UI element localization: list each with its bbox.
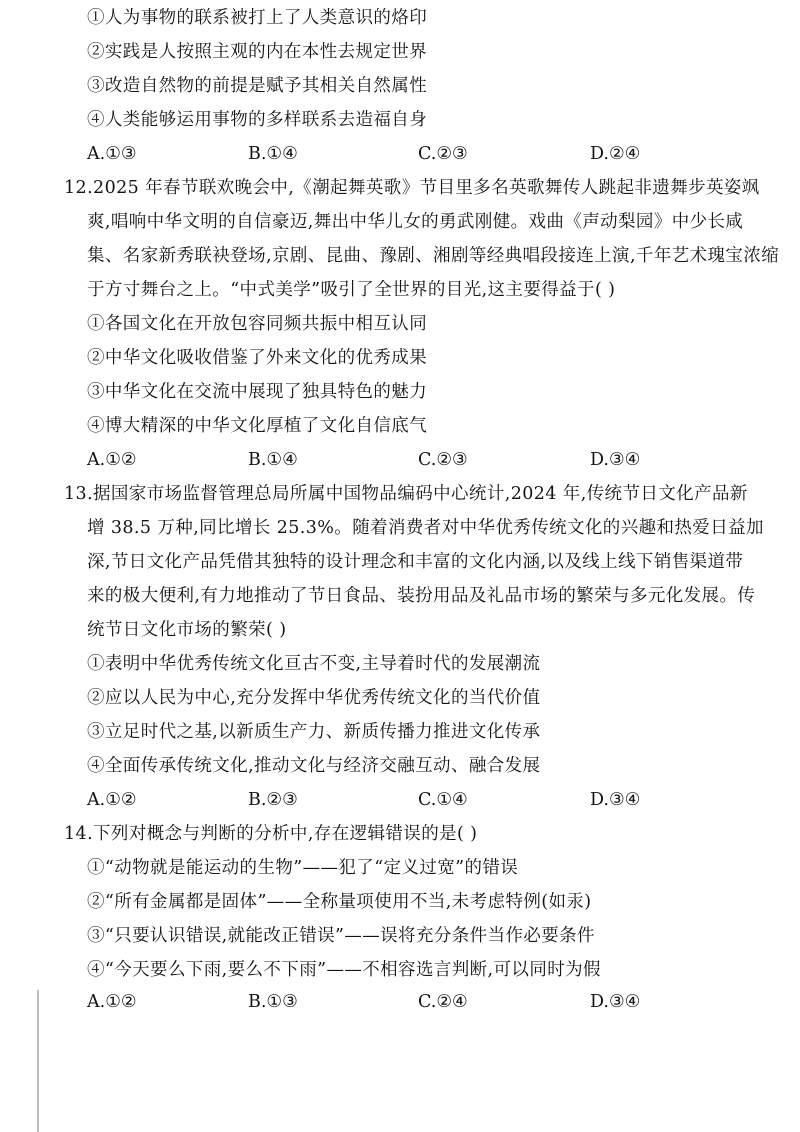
option-c: C.②③ bbox=[418, 450, 468, 470]
question-stem: 集、名家新秀联袂登场,京剧、昆曲、豫剧、湘剧等经典唱段接连上演,千年艺术瑰宝浓缩 bbox=[87, 246, 780, 266]
option-d: D.②④ bbox=[590, 144, 641, 164]
question-stem: 深,节日文化产品凭借其独特的设计理念和丰富的文化内涵,以及线上线下销售渠道带 bbox=[87, 552, 744, 572]
question-stem: 13.据国家市场监督管理总局所属中国物品编码中心统计,2024 年,传统节日文化产品新 bbox=[64, 484, 748, 504]
statement: ③改造自然物的前提是赋予其相关自然属性 bbox=[87, 76, 428, 96]
option-b: B.②③ bbox=[248, 790, 298, 810]
statement: ④人类能够运用事物的多样联系去造福自身 bbox=[87, 110, 428, 130]
question-stem: 增 38.5 万种,同比增长 25.3%。随着消费者对中华优秀传统文化的兴趣和热爱日益加 bbox=[87, 518, 764, 538]
question-stem: 14.下列对概念与判断的分析中,存在逻辑错误的是( ) bbox=[64, 824, 478, 844]
statement: ③“只要认识错误,就能改正错误”——误将充分条件当作必要条件 bbox=[87, 926, 595, 946]
question-stem: 来的极大便利,有力地推动了节日食品、装扮用品及礼品市场的繁荣与多元化发展。传 bbox=[87, 586, 756, 606]
option-b: B.①③ bbox=[248, 992, 298, 1012]
option-a: A.①③ bbox=[87, 144, 137, 164]
option-c: C.①④ bbox=[418, 790, 468, 810]
option-c: C.②③ bbox=[418, 144, 468, 164]
statement: ②实践是人按照主观的内在本性去规定世界 bbox=[87, 42, 428, 62]
statement: ③立足时代之基,以新质生产力、新质传播力推进文化传承 bbox=[87, 722, 541, 742]
statement: ④全面传承传统文化,推动文化与经济交融互动、融合发展 bbox=[87, 756, 541, 776]
option-d: D.③④ bbox=[590, 992, 641, 1012]
statement: ②中华文化吸收借鉴了外来文化的优秀成果 bbox=[87, 348, 428, 368]
statement: ②应以人民为中心,充分发挥中华优秀传统文化的当代价值 bbox=[87, 688, 541, 708]
question-stem: 统节日文化市场的繁荣( ) bbox=[87, 620, 287, 640]
statement: ①“动物就是能运动的生物”——犯了“定义过宽”的错误 bbox=[87, 858, 519, 878]
option-c: C.②④ bbox=[418, 992, 468, 1012]
option-b: B.①④ bbox=[248, 144, 298, 164]
statement: ③中华文化在交流中展现了独具特色的魅力 bbox=[87, 382, 428, 402]
statement: ①人为事物的联系被打上了人类意识的烙印 bbox=[87, 8, 428, 28]
margin-rule bbox=[37, 990, 39, 1132]
question-stem: 爽,唱响中华文明的自信豪迈,舞出中华儿女的勇武刚健。戏曲《声动梨园》中少长咸 bbox=[87, 212, 744, 232]
statement: ①各国文化在开放包容同频共振中相互认同 bbox=[87, 314, 428, 334]
option-b: B.①④ bbox=[248, 450, 298, 470]
option-a: A.①② bbox=[87, 992, 137, 1012]
statement: ①表明中华优秀传统文化亘古不变,主导着时代的发展潮流 bbox=[87, 654, 541, 674]
option-a: A.①② bbox=[87, 790, 137, 810]
question-stem: 于方寸舞台之上。“中式美学”吸引了全世界的目光,这主要得益于( ) bbox=[87, 280, 616, 300]
option-d: D.③④ bbox=[590, 790, 641, 810]
statement: ④博大精深的中华文化厚植了文化自信底气 bbox=[87, 416, 428, 436]
statement: ②“所有金属都是固体”——全称量项使用不当,未考虑特例(如汞) bbox=[87, 892, 592, 912]
question-stem: 12.2025 年春节联欢晚会中,《潮起舞英歌》节目里多名英歌舞传人跳起非遗舞步英姿飒 bbox=[64, 178, 760, 198]
option-a: A.①② bbox=[87, 450, 137, 470]
option-d: D.③④ bbox=[590, 450, 641, 470]
statement: ④“今天要么下雨,要么不下雨”——不相容选言判断,可以同时为假 bbox=[87, 960, 601, 980]
